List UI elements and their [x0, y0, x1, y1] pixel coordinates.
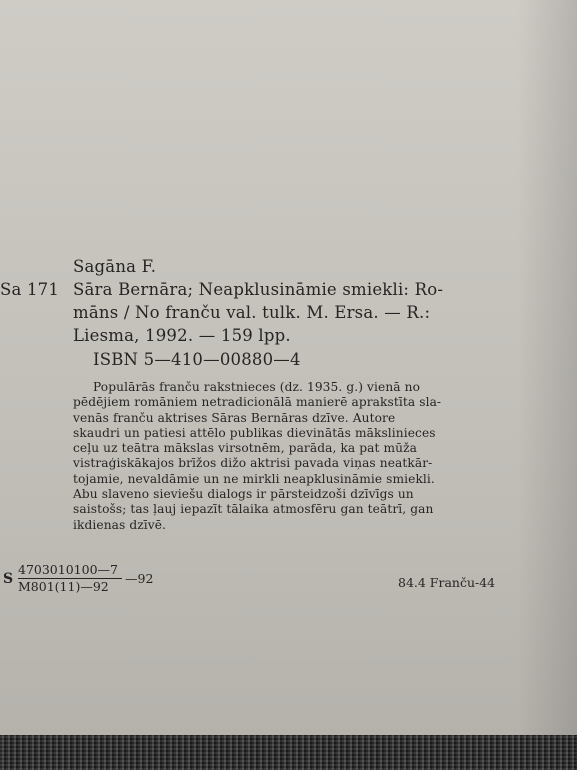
abstract: [73, 380, 525, 533]
classification-index: 84.4 Franču-44: [398, 575, 496, 590]
price-code-letter: S: [3, 571, 14, 587]
call-number: Sa 171: [0, 280, 60, 299]
bib-line-2: māns / No franču val. tulk. M. Ersa. — R.:: [73, 303, 431, 322]
price-code-denominator: M801(11)—92: [18, 579, 109, 594]
abstract-line: ikdienas dzīvē.: [73, 517, 167, 532]
author-name: Sagāna F.: [73, 257, 157, 276]
abstract-line: tojamie, nevaldāmie un ne mirkli neapklusināmie smiekli.: [73, 471, 435, 486]
price-code-suffix: —92: [125, 571, 154, 586]
abstract-line: skaudri un patiesi attēlo publikas dievinātās mākslinieces: [73, 425, 436, 440]
abstract-line: ceļu uz teātra mākslas virsotnēm, parāda, ka pat mūža: [73, 441, 417, 456]
cloth-background: [0, 735, 577, 770]
isbn: ISBN 5—410—00880—4: [93, 350, 301, 369]
price-code: [0, 562, 180, 602]
abstract-line: saistošs; tas ļauj iepazīt tālaika atmosfēru gan teātrī, gan: [73, 502, 434, 517]
abstract-line: pēdējiem romāniem netradicionālā manierē aprakstīta sla-: [73, 395, 442, 410]
abstract-line: venās franču aktrises Sāras Bernāras dzīve. Autore: [73, 410, 396, 425]
abstract-line: Abu slaveno sieviešu dialogs ir pārsteidzoši dzīvīgs un: [73, 487, 414, 502]
abstract-line: vistraģiskākajos brīžos dižo aktrisi pavada viņas neatkār-: [73, 456, 433, 471]
price-code-numerator: 4703010100—7: [18, 562, 118, 577]
bib-line-3: Liesma, 1992. — 159 lpp.: [73, 326, 291, 345]
abstract-line: Populārās franču rakstnieces (dz. 1935. g.) vienā no: [93, 380, 421, 394]
bib-line-1: Sāra Bernāra; Neapklusināmie smiekli: Ro-: [73, 280, 444, 299]
